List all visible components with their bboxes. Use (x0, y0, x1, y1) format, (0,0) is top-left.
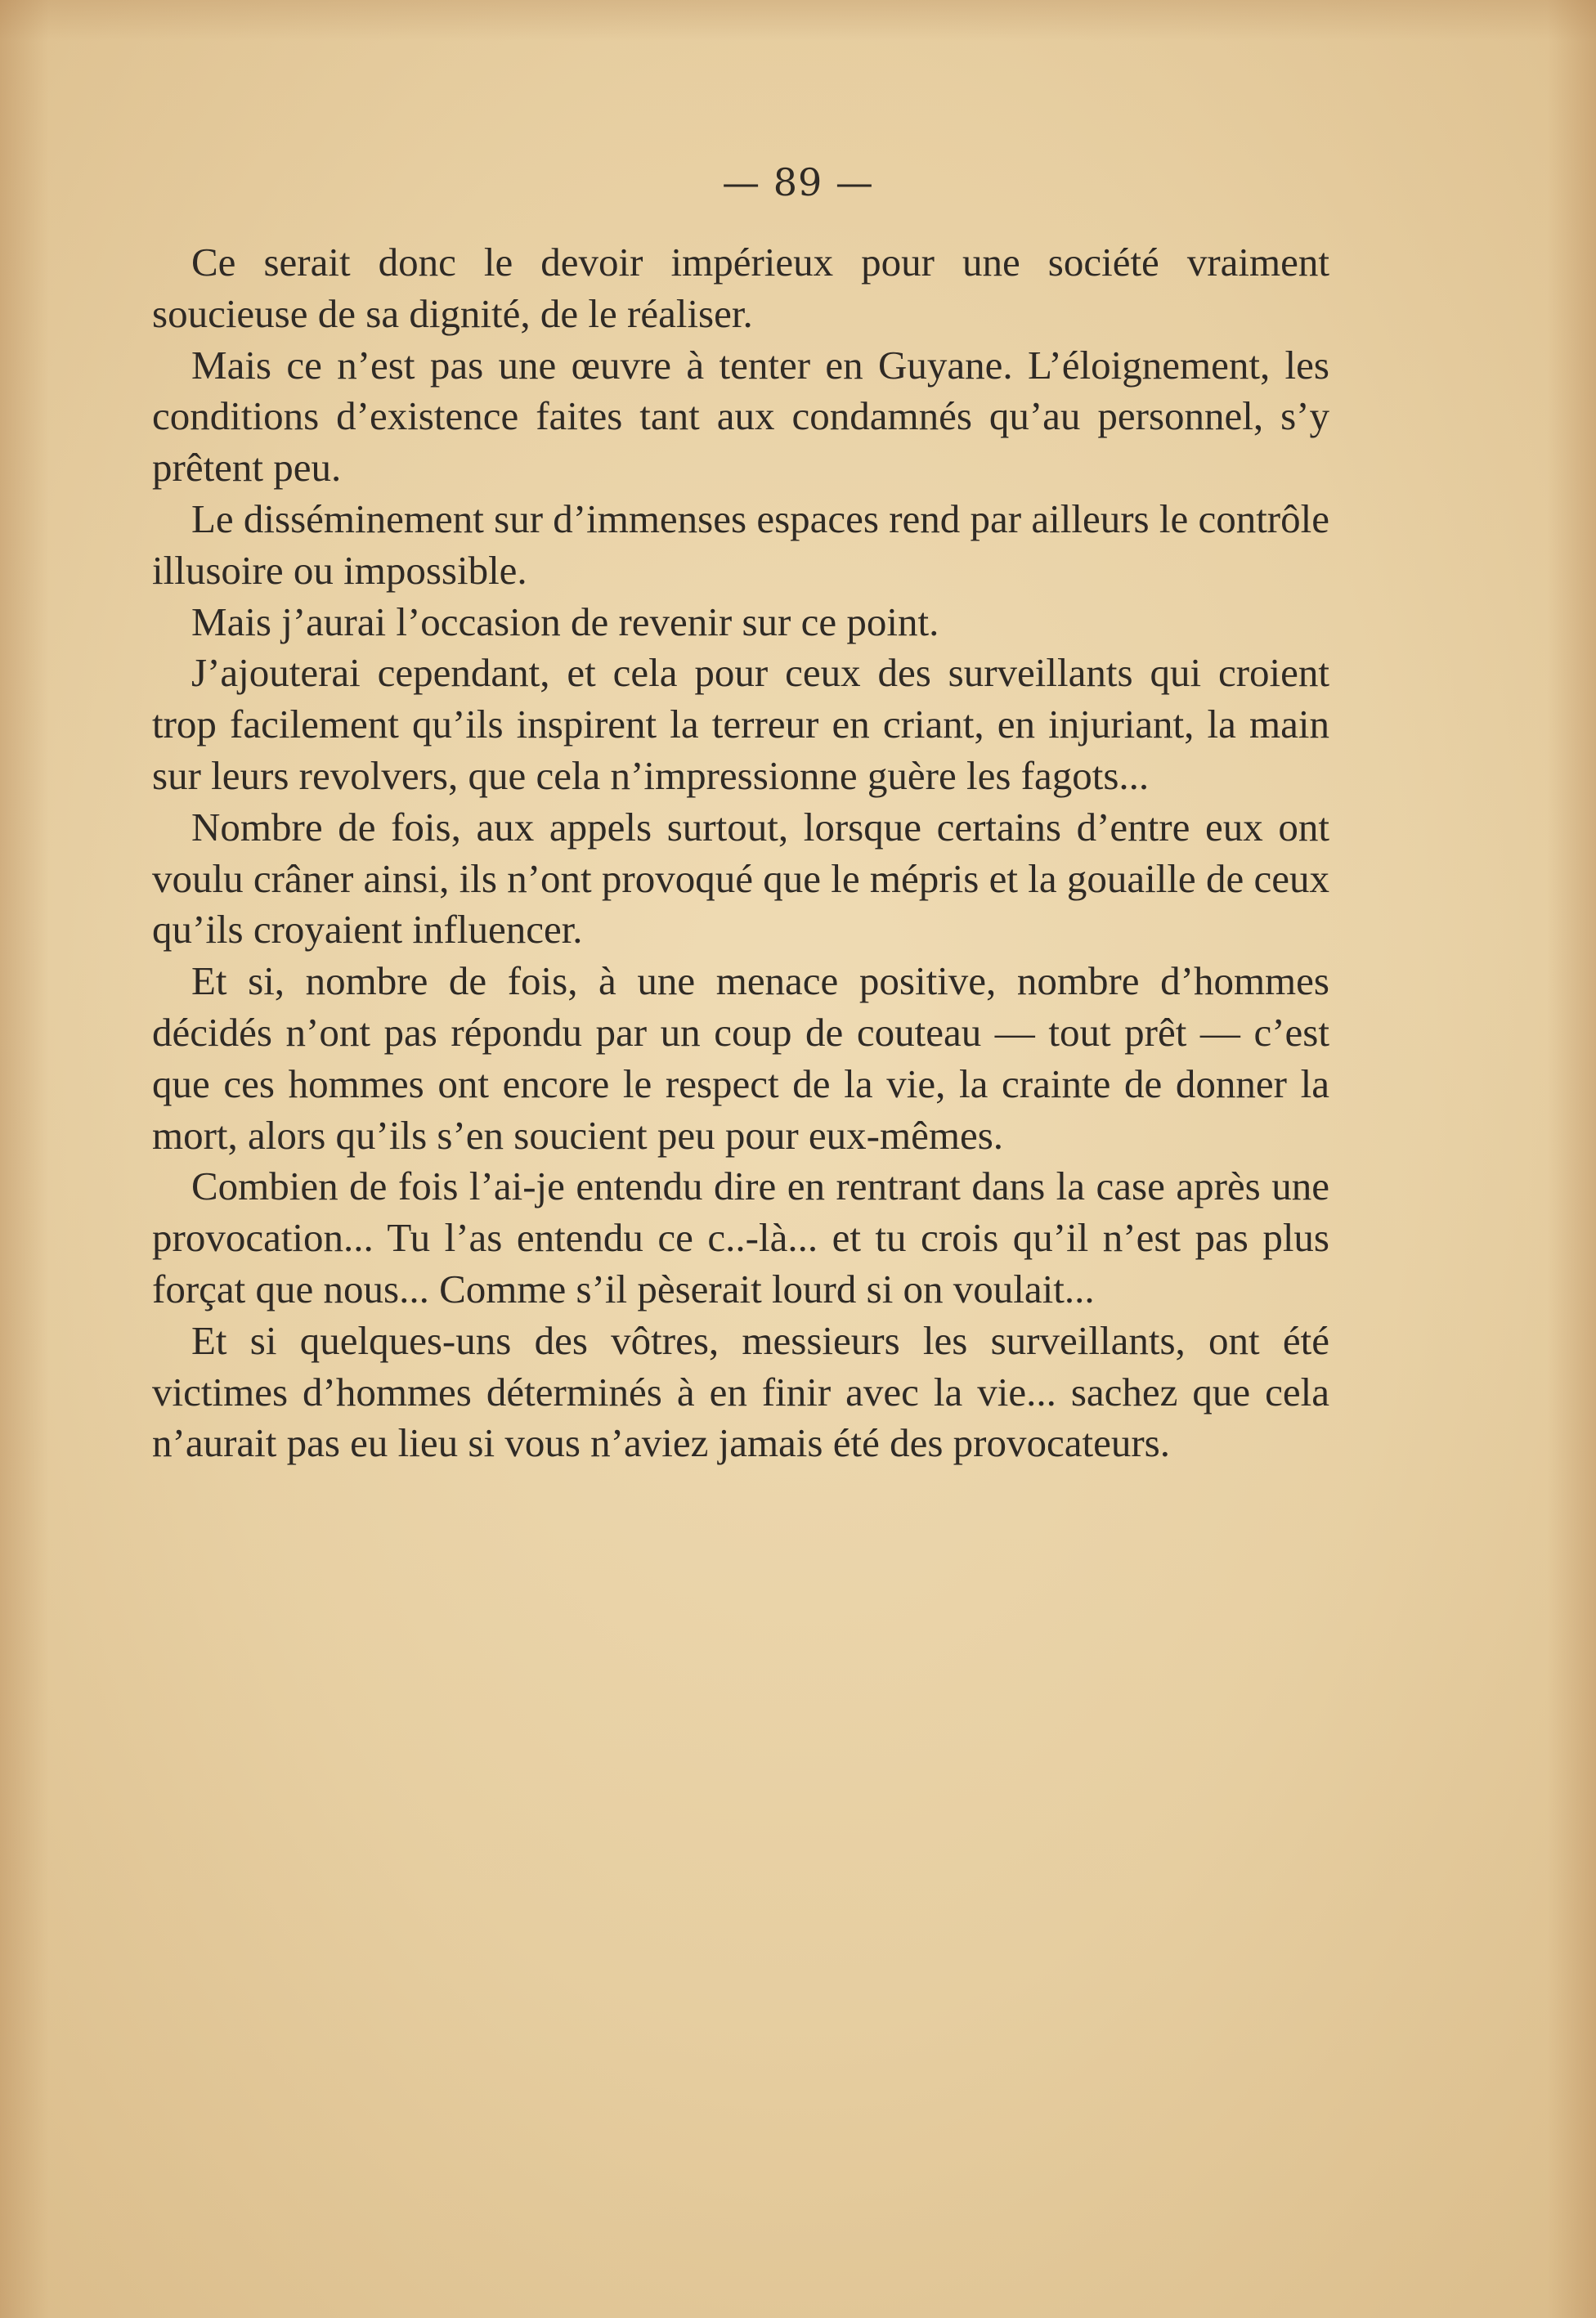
paragraph: Ce serait donc le devoir impérieux pour une société vraiment soucieuse de sa dignité, de le réaliser. (152, 240, 1329, 336)
paragraph: Combien de fois l’ai-je entendu dire en rentrant dans la case après une provocation... Tu l’as entendu ce c..-là... et tu crois qu’il n’est pas plus forçat que nous... Comme s’il pèserait lourd si on voulait... (152, 1163, 1329, 1311)
paragraph: Mais j’aurai l’occasion de revenir sur ce point. (191, 599, 939, 644)
body-text (152, 237, 1329, 1469)
page-edge-shadow-right (1547, 0, 1596, 2318)
paragraph: Mais ce n’est pas une œuvre à tenter en Guyane. L’éloignement, les conditions d’existence faites tant aux condamnés qu’au personnel, s’y prêtent peu. (152, 342, 1329, 491)
paragraph: Le disséminement sur d’immenses espaces rend par ailleurs le contrôle illusoire ou impossible. (152, 495, 1329, 593)
paragraph: J’ajouterai cependant, et cela pour ceux des surveillants qui croient trop facilement qu’ils inspirent la terreur en criant, en injuriant, la main sur leurs revolvers, que cela n’impressionne guère les fagots... (152, 650, 1329, 798)
page-edge-shadow-left (0, 0, 49, 2318)
page-number: — 89 — (722, 160, 874, 204)
page-edge-shadow-top (0, 0, 1596, 41)
paragraph: Et si quelques-uns des vôtres, messieurs les surveillants, ont été victimes d’hommes déterminés à en finir avec la vie... sachez que cela n’aurait pas eu lieu si vous n’aviez jamais été des provocateurs. (152, 1317, 1329, 1466)
paragraph: Nombre de fois, aux appels surtout, lorsque certains d’entre eux ont voulu crâner ainsi, ils n’ont provoqué que le mépris et la gouaille de ceux qu’ils croyaient influencer. (152, 804, 1329, 953)
paragraph: Et si, nombre de fois, à une menace positive, nombre d’hommes décidés n’ont pas répondu par un coup de couteau — tout prêt — c’est que ces hommes ont encore le respect de la vie, la crainte de donner la mort, alors qu’ils s’en soucient peu pour eux-mêmes. (152, 958, 1329, 1158)
